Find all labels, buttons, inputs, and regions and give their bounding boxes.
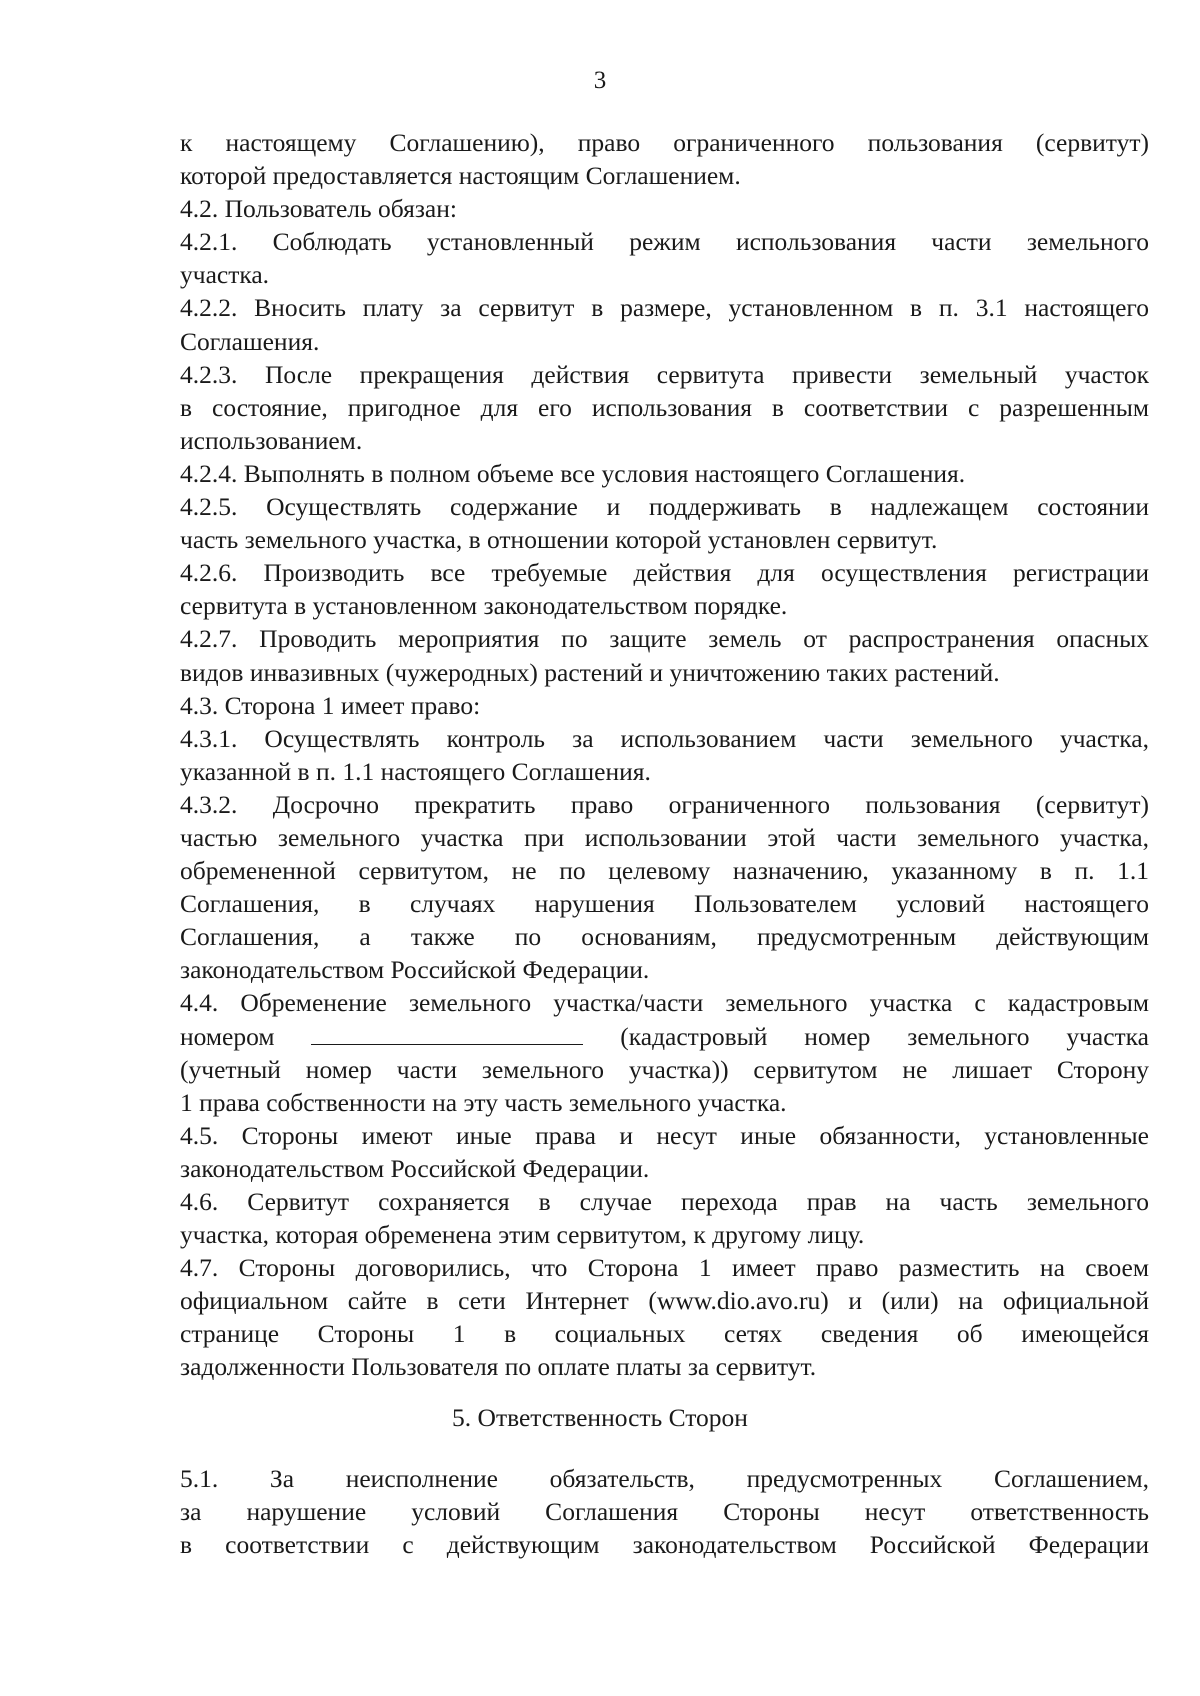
text-line: обремененной сервитутом, не по целевому назначению, указанному в п. 1.1 [180, 856, 1149, 886]
text-line: 4.2.1. Соблюдать установленный режим использования части земельного [180, 227, 1149, 257]
text-line: в соответствии с действующим законодательством Российской Федерации [180, 1530, 1149, 1560]
text-line: в состояние, пригодное для его использования в соответствии с разрешенным [180, 392, 1149, 422]
text-line: Соглашения, а также по основаниям, предусмотренным действующим [180, 922, 1149, 952]
text-fragment: номером [180, 1021, 275, 1051]
text-line: официальном сайте в сети Интернет (www.dio.avo.ru) и (или) на официальной [180, 1286, 1149, 1316]
text-line: законодательством Российской Федерации. [180, 1153, 650, 1183]
text-line: 5.1. За неисполнение обязательств, предусмотренных Соглашением, [180, 1464, 1149, 1493]
text-fragment: (кадастровый номер земельного участка [620, 1021, 1149, 1051]
text-line: использованием. [180, 425, 363, 455]
text-line: Соглашения, в случаях нарушения Пользователем условий настоящего [180, 889, 1149, 919]
section-heading: 5. Ответственность Сторон [452, 1403, 748, 1432]
document-body [180, 126, 1149, 1384]
text-line: 1 права собственности на эту часть земельного участка. [180, 1087, 787, 1117]
text-line: 4.2. Пользователь обязан: [180, 194, 457, 224]
text-line: частью земельного участка при использовании этой части земельного участка, [180, 822, 1149, 852]
text-line: задолженности Пользователя по оплате платы за сервитут. [180, 1352, 817, 1382]
text-line: 4.2.5. Осуществлять содержание и поддерживать в надлежащем состоянии [180, 492, 1149, 522]
text-line: сервитута в установленном законодательством порядке. [180, 591, 788, 621]
text-line: 4.2.2. Вносить плату за сервитут в размере, установленном в п. 3.1 настоящего [180, 293, 1149, 323]
text-line: 4.3. Сторона 1 имеет право: [180, 690, 481, 720]
text-line: видов инвазивных (чужеродных) растений и уничтожению таких растений. [180, 657, 1000, 687]
blank-fill-line [311, 1024, 583, 1045]
text-line: к настоящему Соглашению), право ограниченного пользования (сервитут) [180, 128, 1149, 157]
text-line: указанной в п. 1.1 настоящего Соглашения. [180, 756, 651, 786]
text-line: законодательством Российской Федерации. [180, 955, 650, 985]
text-line: участка, которая обременена этим сервитутом, к другому лицу. [180, 1220, 865, 1250]
text-line: 4.7. Стороны договорились, что Сторона 1 имеет право разместить на своем [180, 1253, 1149, 1283]
text-line: 4.2.3. После прекращения действия сервитута привести земельный участок [180, 359, 1149, 389]
text-line: которой предоставляется настоящим Соглашением. [180, 161, 741, 191]
section-5-body [180, 1462, 1149, 1561]
text-line: Соглашения. [180, 326, 320, 356]
page-number: 3 [593, 67, 607, 94]
text-line: 4.2.6. Производить все требуемые действия для осуществления регистрации [180, 558, 1149, 588]
text-line [180, 1020, 1149, 1053]
text-line: 4.5. Стороны имеют иные права и несут иные обязанности, установленные [180, 1120, 1149, 1150]
text-line: 4.3.1. Осуществлять контроль за использованием части земельного участка, [180, 723, 1149, 753]
text-line: странице Стороны 1 в социальных сетях сведения об имеющейся [180, 1319, 1149, 1349]
text-line: участка. [180, 260, 270, 290]
text-line: часть земельного участка, в отношении которой установлен сервитут. [180, 525, 938, 555]
text-line: 4.6. Сервитут сохраняется в случае перехода прав на часть земельного [180, 1187, 1149, 1216]
text-line: (учетный номер части земельного участка)) сервитутом не лишает Сторону [180, 1054, 1149, 1084]
text-line: за нарушение условий Соглашения Стороны несут ответственность [180, 1497, 1149, 1527]
text-line: 4.4. Обременение земельного участка/части земельного участка с кадастровым [180, 988, 1149, 1018]
text-line: 4.2.7. Проводить мероприятия по защите земель от распространения опасных [180, 624, 1149, 654]
text-line: 4.2.4. Выполнять в полном объеме все условия настоящего Соглашения. [180, 458, 966, 488]
text-line: 4.3.2. Досрочно прекратить право ограниченного пользования (сервитут) [180, 789, 1149, 819]
